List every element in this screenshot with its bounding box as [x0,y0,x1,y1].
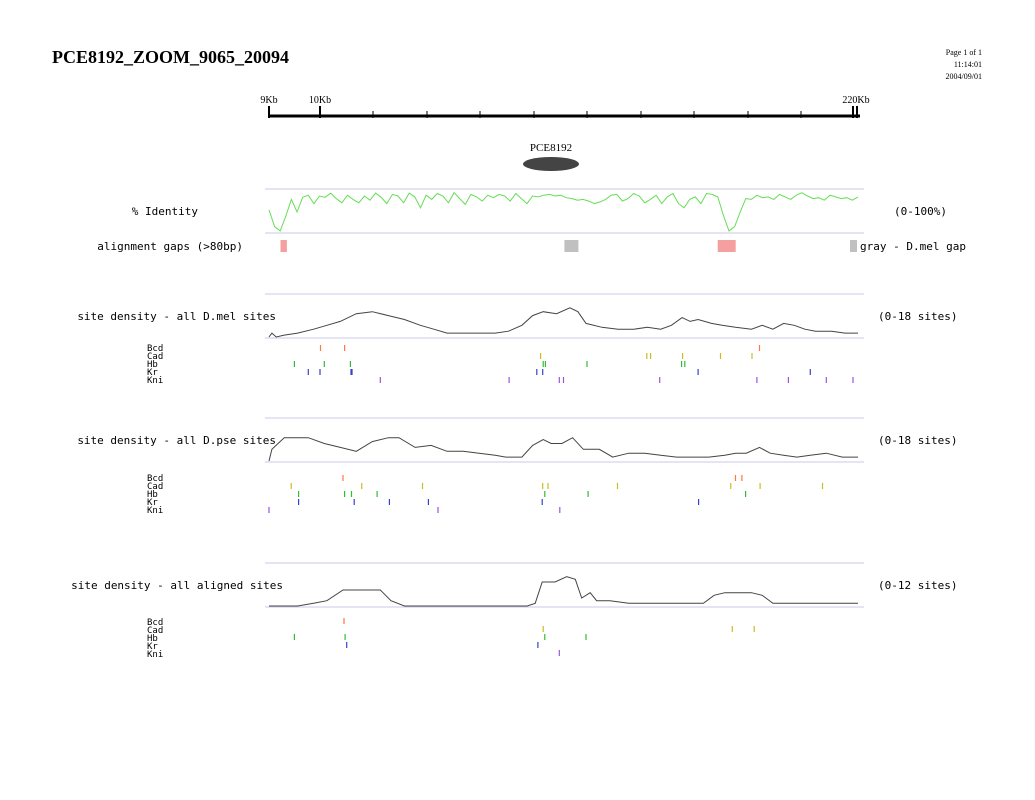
gaps-track [97,240,966,253]
aligned-bcd-label: Bcd [147,618,164,628]
aligned-track-title: site density - all aligned sites [71,579,283,592]
dmel-track-range: (0-18 sites) [878,310,958,323]
aligned-track-range: (0-12 sites) [878,579,958,592]
dmel-kni-label: Kni [147,376,164,386]
page-number: Page 1 of 1 [945,48,982,57]
dpse-hb-label: Hb [147,490,158,500]
scale-end-label: 220Kb [842,95,870,106]
aligned-cad-label: Cad [147,626,164,636]
identity-track [132,189,947,233]
aligned-kni-label: Kni [147,650,164,660]
page-title: PCE8192_ZOOM_9065_20094 [52,47,289,67]
dpse-density-line [269,438,858,461]
dpse-cad-label: Cad [147,482,164,492]
aligned-factor-labels [147,618,163,660]
enhancer-ellipse [523,157,579,171]
aligned-site-marks [294,618,754,656]
identity-range-label: (0-100%) [894,205,947,218]
dpse-kr-label: Kr [147,498,158,508]
aligned-density-line [269,577,858,606]
enhancer-feature [523,142,579,171]
dmel-site-marks [294,345,853,383]
density-track-aligned [71,563,957,660]
scale-bar [260,95,869,118]
dmel-bcd-label: Bcd [147,344,164,354]
identity-label: % Identity [131,205,198,218]
dpse-track-title: site density - all D.pse sites [77,434,276,447]
dmel-hb-label: Hb [147,360,158,370]
identity-line [269,193,858,231]
density-track-dpse [77,418,957,516]
dmel-kr-label: Kr [147,368,158,378]
aligned-kr-label: Kr [147,642,158,652]
time-stamp: 11:14:01 [953,60,982,69]
alignment-gap-gray [850,240,857,252]
scale-start-label: 9Kb [260,95,278,106]
date-stamp: 2004/09/01 [945,72,982,81]
dpse-track-range: (0-18 sites) [878,434,958,447]
gaps-label: alignment gaps (>80bp) [97,240,243,253]
alignment-gap-pink [281,240,287,252]
dpse-factor-labels [147,474,163,516]
dpse-site-marks [269,475,823,513]
dpse-kni-label: Kni [147,506,164,516]
enhancer-label: PCE8192 [529,142,573,154]
dmel-density-line [269,308,858,337]
alignment-gap-pink [718,240,736,252]
dpse-bcd-label: Bcd [147,474,164,484]
alignment-gap-gray [564,240,578,252]
density-track-dmel [77,294,957,386]
dmel-cad-label: Cad [147,352,164,362]
scale-second-label: 10Kb [308,95,332,106]
aligned-hb-label: Hb [147,634,158,644]
dmel-factor-labels [147,344,163,386]
gaps-legend: gray - D.mel gap [860,240,966,253]
dmel-track-title: site density - all D.mel sites [77,310,276,323]
